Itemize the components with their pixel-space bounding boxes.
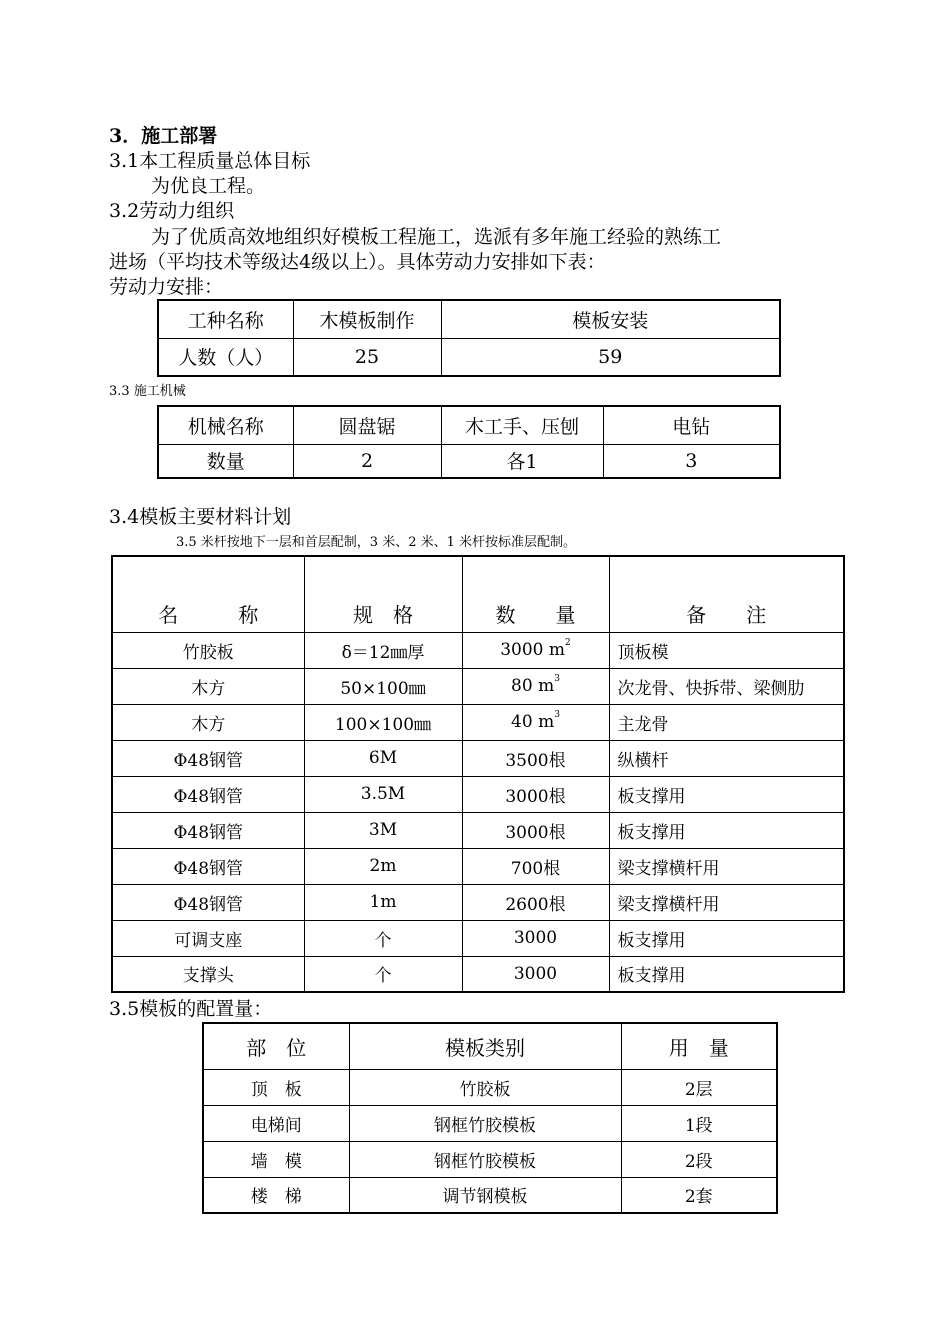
material-qty-cell	[462, 956, 609, 992]
material-qty-cell	[462, 884, 609, 920]
materials-row	[112, 884, 844, 920]
machine-table	[157, 405, 781, 479]
machine-header-cell: 木工手、压刨	[441, 406, 603, 444]
section-3-2-text-line2: 进场（平均技术等级达4级以上）。具体劳动力安排如下表：	[109, 251, 606, 273]
section-3-1-heading: 3.1本工程质量总体目标	[109, 150, 311, 172]
materials-row	[112, 740, 844, 776]
config-type-cell: 竹胶板	[349, 1069, 621, 1105]
material-note-cell: 纵横杆	[609, 740, 844, 776]
materials-row	[112, 956, 844, 992]
config-location-cell: 墙 模	[203, 1141, 349, 1177]
labor-table	[157, 299, 781, 377]
material-qty-value: 3000	[513, 928, 558, 948]
material-name-cell: Φ48钢管	[112, 812, 304, 848]
material-name-cell: 竹胶板	[112, 632, 304, 668]
config-type-cell: 调节钢模板	[349, 1177, 621, 1213]
materials-row	[112, 668, 844, 704]
config-header-cell: 模板类别	[349, 1023, 621, 1069]
material-qty-value: 3000 m	[500, 640, 566, 660]
material-name-cell: 木方	[112, 668, 304, 704]
config-header-cell: 用 量	[621, 1023, 777, 1069]
material-spec-cell: 6M	[304, 740, 462, 776]
labor-data-cell: 59	[441, 338, 780, 376]
material-spec-cell: 3.5M	[304, 776, 462, 812]
config-location-cell: 电梯间	[203, 1105, 349, 1141]
material-name-cell: 木方	[112, 704, 304, 740]
section-3-5-note: 3.5 米杆按地下一层和首层配制，3 米、2 米、1 米杆按标准层配制。	[176, 535, 577, 550]
materials-body	[112, 632, 844, 992]
machine-data-row	[158, 444, 780, 478]
material-qty-cell	[462, 704, 609, 740]
material-qty-value: 3000根	[505, 786, 566, 807]
config-row	[203, 1141, 777, 1177]
labor-header-cell: 模板安装	[441, 300, 780, 338]
material-qty-cell	[462, 812, 609, 848]
config-amount-cell: 2段	[621, 1141, 777, 1177]
material-qty-cell	[462, 848, 609, 884]
material-note-cell: 板支撑用	[609, 956, 844, 992]
material-spec-cell: 100×100㎜	[304, 704, 462, 740]
materials-row	[112, 848, 844, 884]
config-location-cell: 楼 梯	[203, 1177, 349, 1213]
materials-row	[112, 704, 844, 740]
labor-data-row	[158, 338, 780, 376]
material-note-cell: 梁支撑横杆用	[609, 848, 844, 884]
section-3-heading: 3．施工部署	[109, 125, 218, 147]
config-body	[203, 1069, 777, 1213]
material-spec-cell: 2m	[304, 848, 462, 884]
config-amount-cell: 2套	[621, 1177, 777, 1213]
material-name-cell: 可调支座	[112, 920, 304, 956]
config-table	[202, 1022, 778, 1214]
material-qty-unit-exponent: 3	[554, 674, 560, 684]
machine-header-row	[158, 406, 780, 444]
material-note-cell: 梁支撑横杆用	[609, 884, 844, 920]
labor-data-cell: 25	[293, 338, 441, 376]
config-row	[203, 1177, 777, 1213]
material-qty-cell	[462, 920, 609, 956]
material-spec-cell: 3M	[304, 812, 462, 848]
section-3-5-heading: 3.5模板的配置量：	[109, 998, 273, 1020]
materials-table	[111, 555, 845, 993]
labor-label: 劳动力安排：	[109, 276, 224, 298]
material-name-cell: Φ48钢管	[112, 848, 304, 884]
materials-header-row	[112, 556, 844, 632]
material-qty-value: 40 m	[511, 712, 555, 732]
machine-data-cell: 数量	[158, 444, 293, 478]
section-3-2-text-line1: 为了优质高效地组织好模板工程施工，选派有多年施工经验的熟练工	[151, 226, 722, 248]
machine-header-cell: 电钻	[603, 406, 780, 444]
machine-data-cell: 2	[293, 444, 441, 478]
materials-header-cell: 数 量	[462, 556, 609, 632]
labor-header-cell: 工种名称	[158, 300, 293, 338]
material-qty-cell	[462, 776, 609, 812]
machine-header-cell: 机械名称	[158, 406, 293, 444]
material-qty-cell	[462, 632, 609, 668]
labor-header-cell: 木模板制作	[293, 300, 441, 338]
material-note-cell: 主龙骨	[609, 704, 844, 740]
material-spec-cell: 50×100㎜	[304, 668, 462, 704]
config-amount-cell: 1段	[621, 1105, 777, 1141]
material-spec-cell: 1m	[304, 884, 462, 920]
section-3-2-heading: 3.2劳动力组织	[109, 200, 235, 222]
config-header-row	[203, 1023, 777, 1069]
labor-header-row	[158, 300, 780, 338]
materials-row	[112, 776, 844, 812]
material-qty-unit-exponent: 3	[554, 710, 560, 720]
material-spec-cell: δ＝12㎜厚	[304, 632, 462, 668]
config-location-cell: 顶 板	[203, 1069, 349, 1105]
materials-row	[112, 812, 844, 848]
section-3-3-heading: 3.3 施工机械	[109, 384, 186, 399]
config-type-cell: 钢框竹胶模板	[349, 1105, 621, 1141]
materials-row	[112, 920, 844, 956]
materials-header-cell: 备 注	[609, 556, 844, 632]
material-name-cell: 支撑头	[112, 956, 304, 992]
material-name-cell: Φ48钢管	[112, 776, 304, 812]
material-qty-value: 3000根	[505, 822, 566, 843]
machine-header-cell: 圆盘锯	[293, 406, 441, 444]
material-qty-value: 3500根	[505, 750, 566, 771]
materials-header-cell: 名 称	[112, 556, 304, 632]
section-3-1-text: 为优良工程。	[151, 175, 266, 197]
config-amount-cell: 2层	[621, 1069, 777, 1105]
material-qty-value: 700根	[510, 858, 561, 879]
materials-header-cell: 规 格	[304, 556, 462, 632]
config-row	[203, 1105, 777, 1141]
labor-data-cell: 人数（人）	[158, 338, 293, 376]
config-type-cell: 钢框竹胶模板	[349, 1141, 621, 1177]
material-spec-cell: 个	[304, 956, 462, 992]
material-qty-cell	[462, 668, 609, 704]
material-name-cell: Φ48钢管	[112, 884, 304, 920]
material-qty-unit-exponent: 2	[565, 638, 571, 648]
config-header-cell: 部 位	[203, 1023, 349, 1069]
material-note-cell: 板支撑用	[609, 812, 844, 848]
material-note-cell: 顶板模	[609, 632, 844, 668]
section-3-4-heading: 3.4模板主要材料计划	[109, 506, 292, 528]
material-note-cell: 板支撑用	[609, 776, 844, 812]
machine-data-cell: 3	[603, 444, 780, 478]
material-qty-value: 80 m	[511, 676, 555, 696]
material-qty-cell	[462, 740, 609, 776]
material-name-cell: Φ48钢管	[112, 740, 304, 776]
materials-row	[112, 632, 844, 668]
material-note-cell: 次龙骨、快拆带、梁侧肋	[609, 668, 844, 704]
material-qty-value: 3000	[513, 963, 558, 984]
config-row	[203, 1069, 777, 1105]
material-spec-cell: 个	[304, 920, 462, 956]
material-qty-value: 2600根	[505, 894, 566, 915]
machine-data-cell: 各1	[441, 444, 603, 478]
material-note-cell: 板支撑用	[609, 920, 844, 956]
